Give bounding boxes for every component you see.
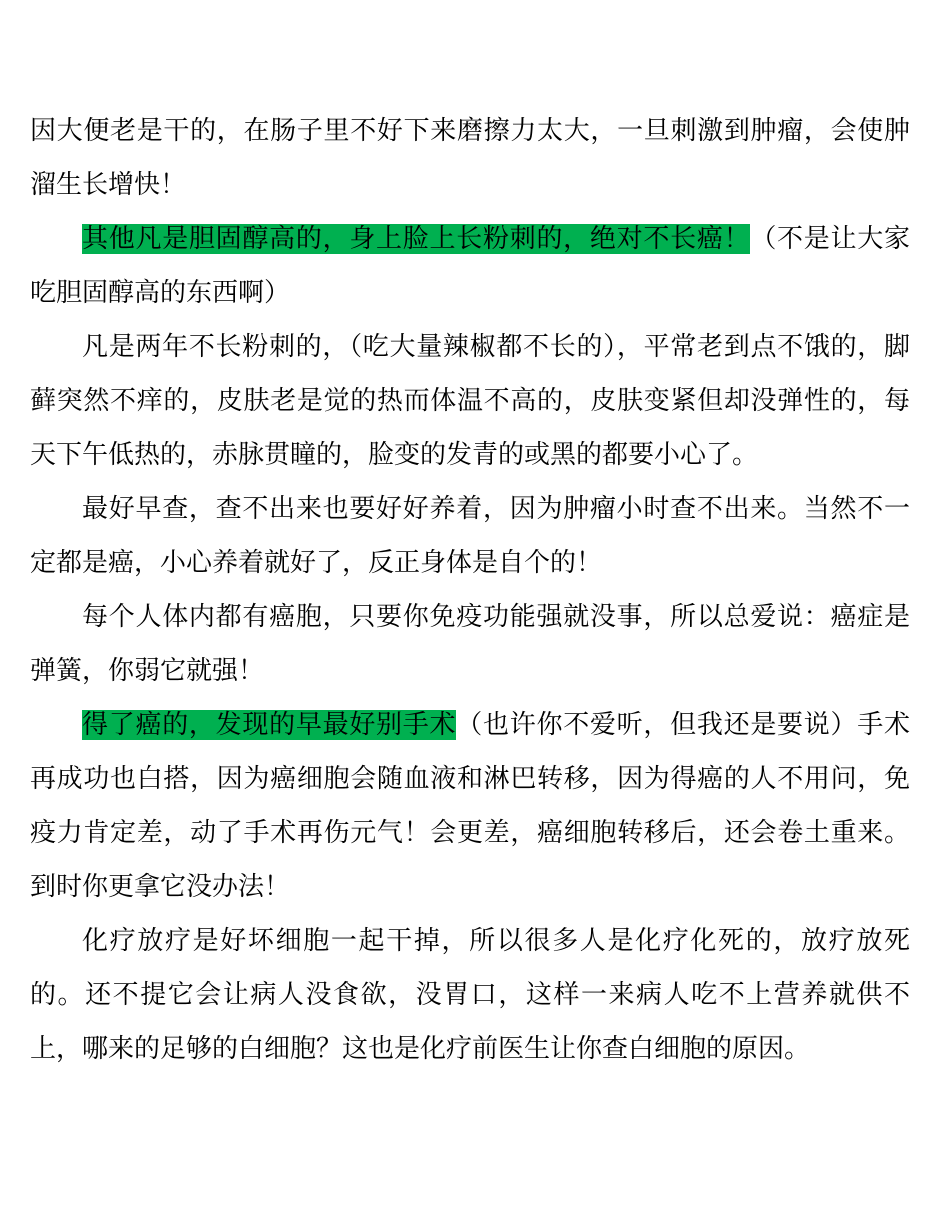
highlighted-text: 其他凡是胆固醇高的，身上脸上长粉刺的，绝对不长癌！ (82, 224, 751, 254)
paragraph-text: 因大便老是干的，在肠子里不好下来磨擦力太大，一旦刺激到肿瘤，会使肿溜生长增快！ (30, 116, 910, 200)
highlighted-text: 得了癌的，发现的早最好别手术 (82, 710, 457, 740)
paragraph-text: （不是让大家吃胆固醇高的东西啊） (30, 224, 910, 308)
paragraph-warning-signs (30, 320, 910, 482)
paragraph-constipation (30, 104, 910, 212)
document-body (30, 104, 910, 1076)
paragraph-cholesterol (30, 212, 910, 320)
paragraph-text: 每个人体内都有癌胞，只要你免疫功能强就没事，所以总爱说：癌症是弹簧，你弱它就强！ (30, 602, 910, 686)
paragraph-early-check (30, 482, 910, 590)
paragraph-text: （也许你不爱听，但我还是要说）手术再成功也白搭，因为癌细胞会随血液和淋巴转移，因为得癌的人不用问，免疫力肯定差，动了手术再伤元气！会更差，癌细胞转移后，还会卷土重来。到时你更拿它没办法！ (30, 710, 910, 902)
paragraph-surgery (30, 698, 910, 914)
paragraph-chemotherapy (30, 914, 910, 1076)
paragraph-immunity (30, 590, 910, 698)
paragraph-text: 凡是两年不长粉刺的，（吃大量辣椒都不长的），平常老到点不饿的，脚藓突然不痒的，皮肤老是觉的热而体温不高的，皮肤变紧但却没弹性的，每天下午低热的，赤脉贯瞳的，脸变的发青的或黑的都要小心了。 (30, 332, 910, 470)
paragraph-text: 最好早查，查不出来也要好好养着，因为肿瘤小时查不出来。当然不一定都是癌，小心养着就好了，反正身体是自个的！ (30, 494, 910, 578)
paragraph-text: 化疗放疗是好坏细胞一起干掉，所以很多人是化疗化死的，放疗放死的。还不提它会让病人没食欲，没胃口，这样一来病人吃不上营养就供不上，哪来的足够的白细胞？这也是化疗前医生让你查白细胞的原因。 (30, 926, 910, 1064)
